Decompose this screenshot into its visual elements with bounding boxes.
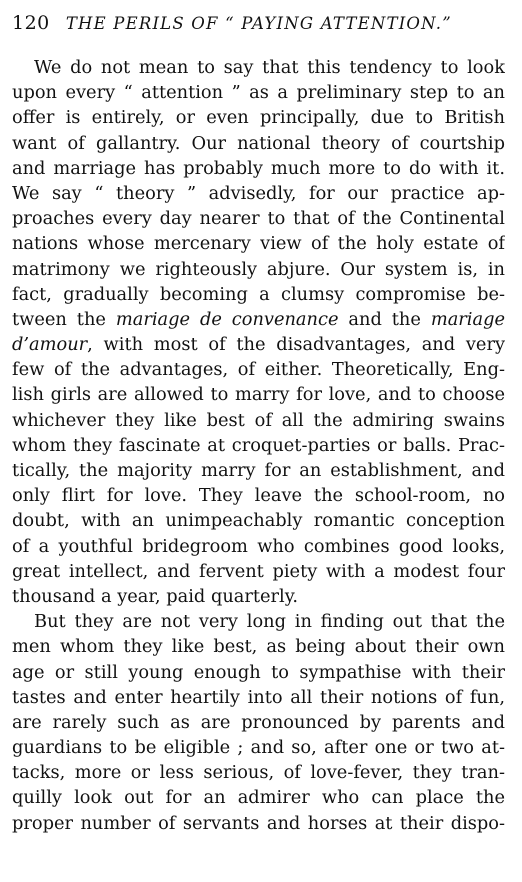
text-line: thousand a year, paid quarterly. <box>12 585 299 607</box>
text-line: upon every “ attention ” as a preliminary step to an <box>12 82 505 104</box>
text-line: guardians to be eligible ; and so, after one or two at- <box>12 737 505 759</box>
text-line: only flirt for love. They leave the school-room, no <box>12 485 505 507</box>
text-line: age or still young enough to sympathise with their <box>12 661 505 683</box>
paragraph <box>12 55 505 609</box>
page-number: 120 <box>12 12 50 34</box>
text-line: We do not mean to say that this tendency to look <box>34 57 505 78</box>
text-line: of a youthful bridegroom who combines good looks, <box>12 535 505 557</box>
text-line: and marriage has probably much more to do with it. <box>12 157 505 179</box>
italic-phrase: mariage <box>430 308 505 330</box>
paragraph <box>12 609 505 836</box>
text-line: fact, gradually becoming a clumsy compromise be- <box>12 283 505 305</box>
text-line: We say “ theory ” advisedly, for our practice ap- <box>12 182 505 204</box>
text-line: tastes and enter heartily into all their notions of fun, <box>12 686 505 708</box>
text-line: lish girls are allowed to marry for love, and to choose <box>12 384 505 406</box>
text-segment: tween the <box>12 308 116 330</box>
running-title: THE PERILS OF “ PAYING ATTENTION.” <box>65 14 452 33</box>
text-line: want of gallantry. Our national theory of courtship <box>12 132 505 154</box>
text-line: are rarely such as are pronounced by parents and <box>12 711 505 733</box>
text-line: proper number of servants and horses at their dispo- <box>12 812 505 834</box>
text-line: tically, the majority marry for an establishment, and <box>12 460 505 481</box>
page-header <box>12 10 512 36</box>
text-line <box>12 332 505 357</box>
text-line: whichever they like best of all the admiring swains <box>12 409 505 431</box>
text-line: nations whose mercenary view of the holy estate of <box>12 233 505 255</box>
text-line: whom they fascinate at croquet-parties or balls. Prac- <box>12 434 505 456</box>
text-line: quilly look out for an admirer who can place the <box>12 787 505 809</box>
text-line <box>12 307 505 332</box>
text-line: matrimony we righteously abjure. Our system is, in <box>12 258 505 280</box>
text-line: men whom they like best, as being about their own <box>12 636 505 658</box>
text-segment: , with most of the disadvantages, and very <box>87 334 505 356</box>
text-line: proaches every day nearer to that of the Continental <box>12 208 505 230</box>
text-line: tacks, more or less serious, of love-fever, they tran- <box>12 762 505 784</box>
text-line: offer is entirely, or even principally, due to British <box>12 107 505 129</box>
text-line: great intellect, and fervent piety with a modest four <box>12 560 505 582</box>
italic-phrase: d’amour <box>12 334 88 356</box>
text-line: few of the advantages, of either. Theoretically, Eng- <box>12 359 505 381</box>
text-segment: and the <box>338 308 431 330</box>
body-text <box>12 55 505 836</box>
text-line: But they are not very long in finding out that the <box>34 611 505 633</box>
text-line: doubt, with an unimpeachably romantic conception <box>12 510 505 532</box>
italic-phrase: mariage de convenance <box>115 308 339 330</box>
